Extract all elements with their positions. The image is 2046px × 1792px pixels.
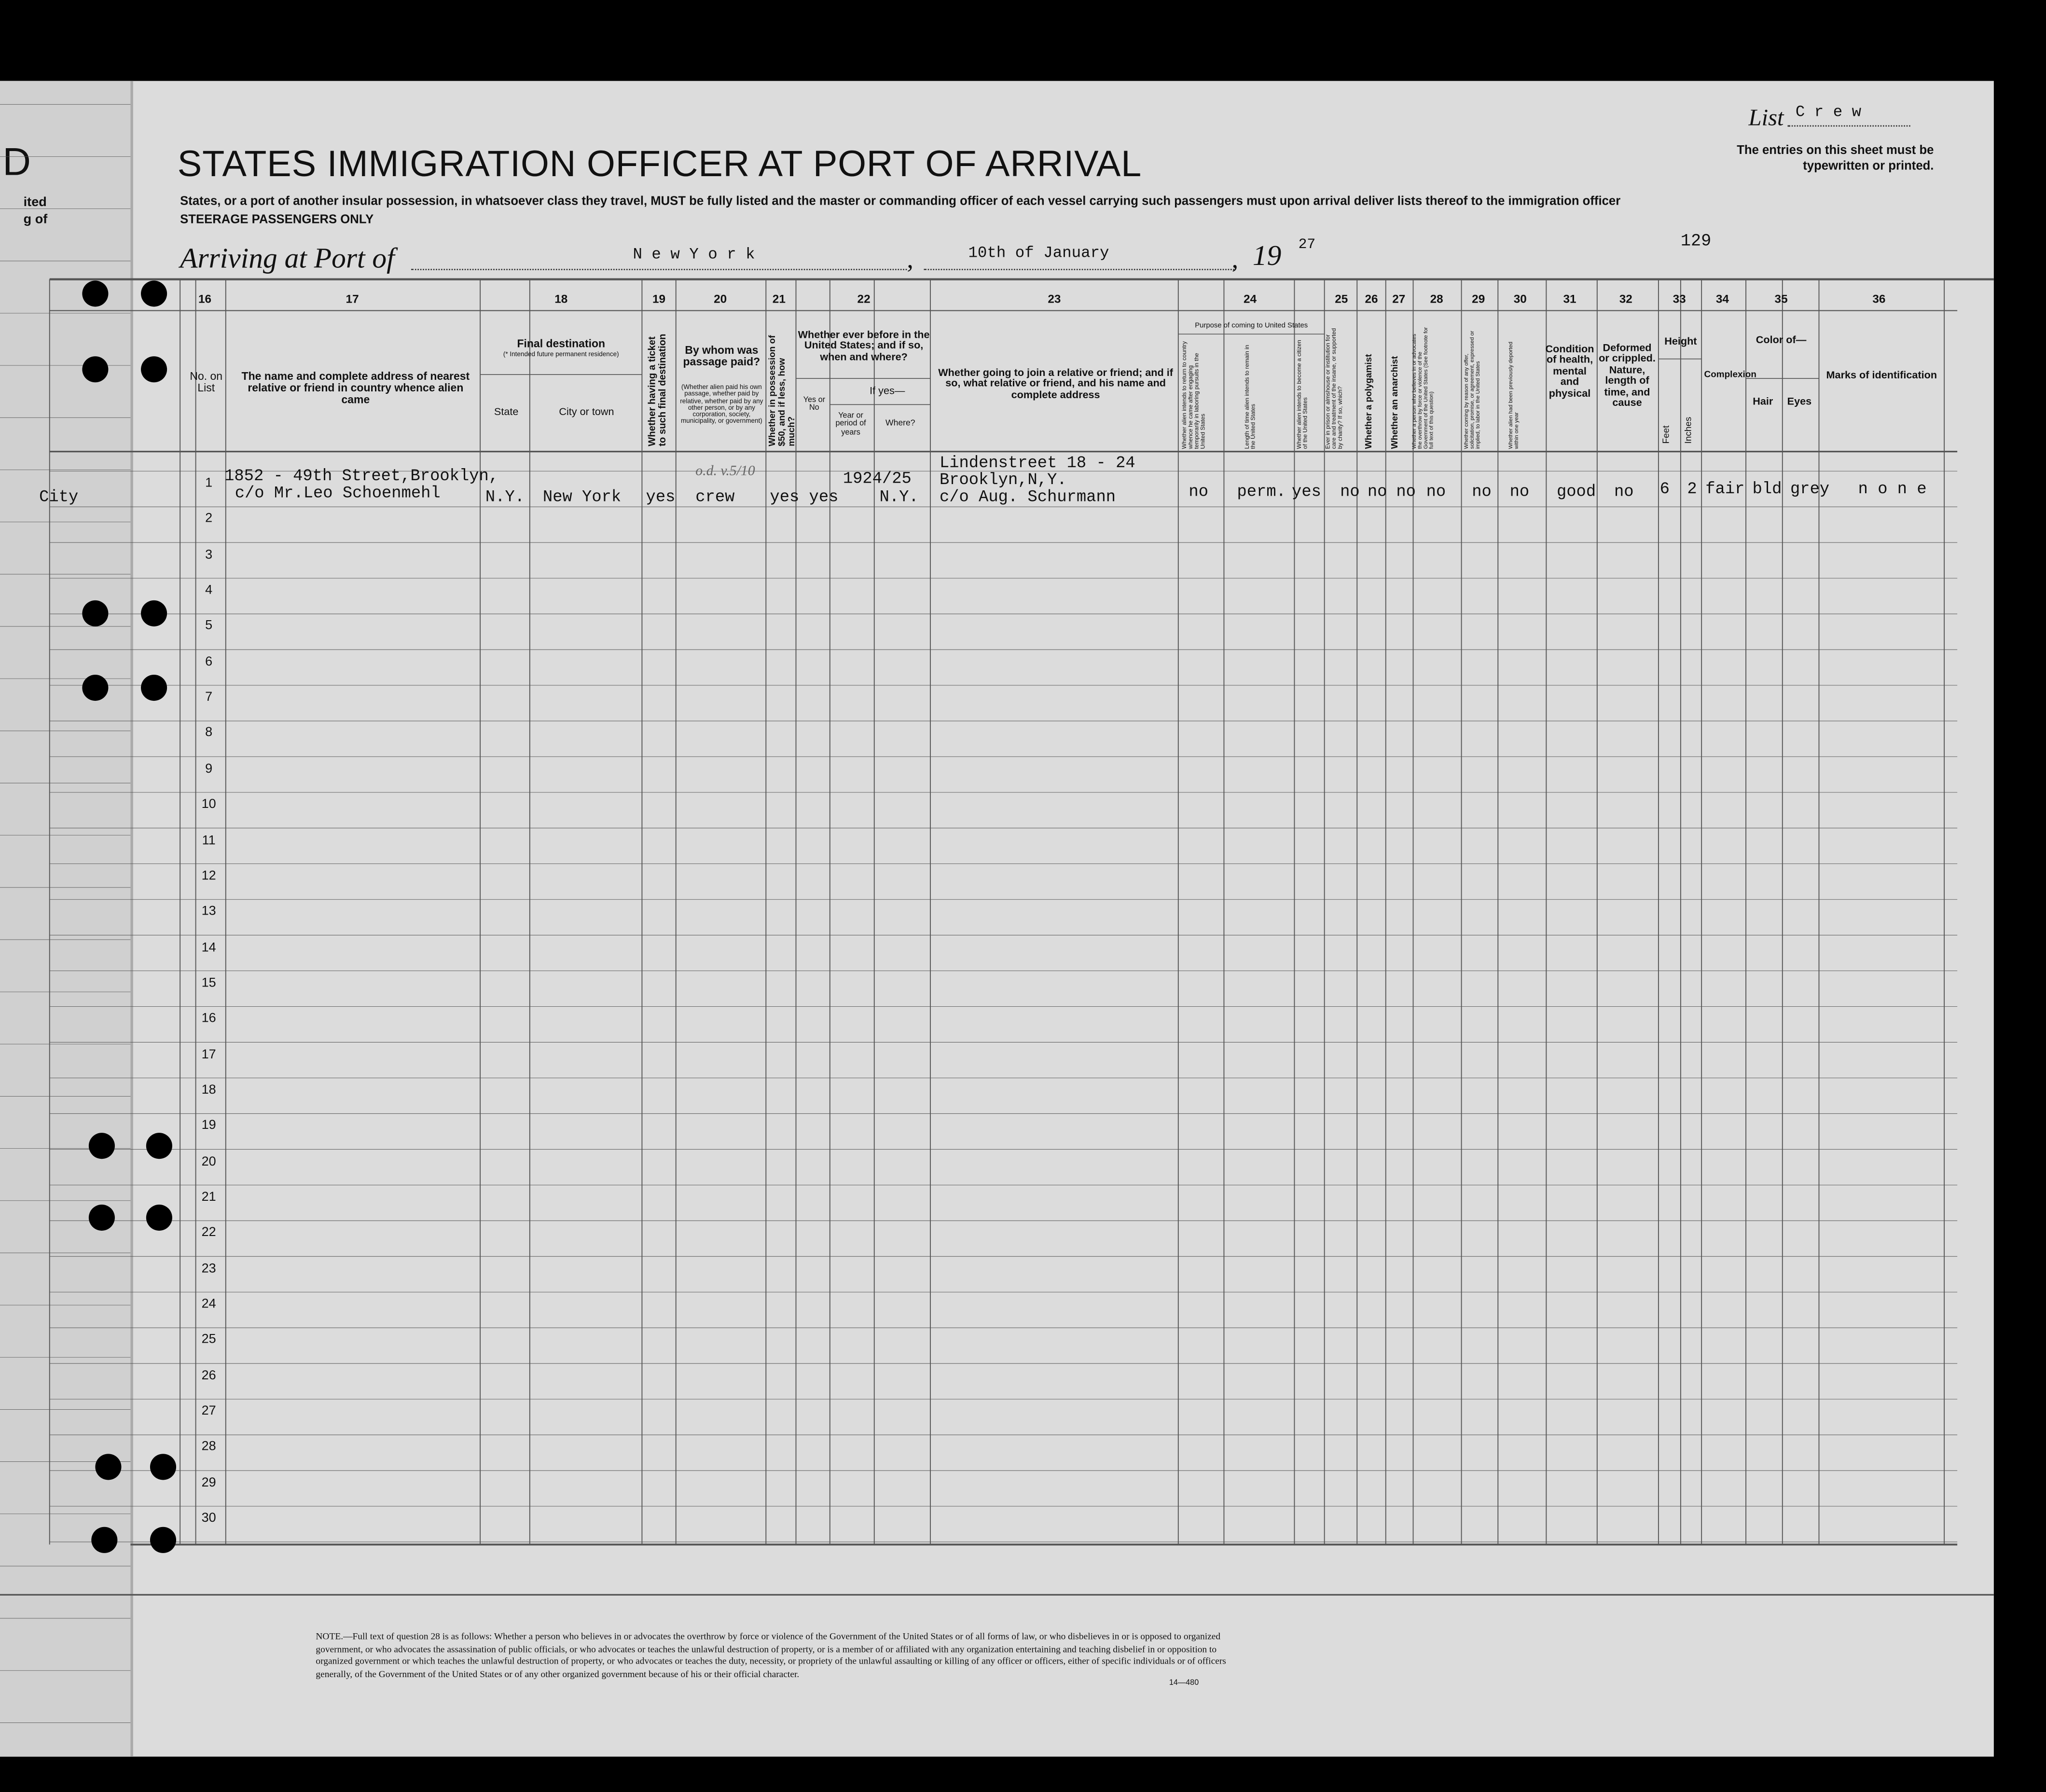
column-number: 21 xyxy=(772,292,786,306)
entry-return-temp: no xyxy=(1189,483,1209,501)
row-number: 29 xyxy=(201,1475,216,1490)
row-number: 12 xyxy=(201,869,216,884)
port-value: N e w Y o r k xyxy=(633,245,755,264)
row-number: 17 xyxy=(201,1047,216,1062)
header-c24a: Whether alien intends to return to country whence he came after engaging temporarily in laboring pursuits in the United States xyxy=(1181,341,1206,449)
entry-year: 1924/25 xyxy=(843,470,912,488)
row-number: 6 xyxy=(205,654,213,669)
header-c22-if-yes: If yes— xyxy=(870,385,905,397)
entry-prison: no xyxy=(1340,483,1360,501)
entry-hair: bld xyxy=(1752,480,1782,499)
entry-passage: crew xyxy=(695,488,735,507)
entry-polygamist: no xyxy=(1367,483,1387,501)
column-number: 36 xyxy=(1872,292,1886,306)
entry-anarchist: no xyxy=(1396,483,1416,501)
punch-hole xyxy=(82,675,108,701)
header-c28: Whether a person who believes in or advocates the overthrow by force or violence of the Government of the United States (See footnote for full text of this question) xyxy=(1410,327,1435,449)
header-c35-eyes: Eyes xyxy=(1787,395,1812,407)
entry-before-in-us: yes xyxy=(809,488,839,507)
header-c19: Whether having a ticket to such final destination xyxy=(646,333,668,446)
header-c22: Whether ever before in the United States; and if so, when and where? xyxy=(798,329,930,363)
row-number: 24 xyxy=(201,1297,216,1312)
punch-hole xyxy=(82,600,108,626)
header-c35: Color of— xyxy=(1756,334,1807,346)
column-number: 18 xyxy=(554,292,568,306)
row-number: 5 xyxy=(205,619,213,634)
punch-hole xyxy=(89,1133,115,1159)
column-number: 24 xyxy=(1243,292,1257,306)
footer-note: NOTE.—Full text of question 28 is as follows: Whether a person who believes in or advocates the overthrow by force or violence of the Government of the United States or of all forms of law, or who disbelieves in or is opposed to organized government, or who advocates the assassination of public officials, or who advocates or teaches the unlawful destruction of property, or is a member of or affiliated with any organization entertaining and teaching disbelief in or opposition to organized government or which teaches the unlawful destruction of property, or who advocates or teaches the duty, necessity, or propriety of the unlawful assaulting or killing of any officer or officers, either of specific individuals or of officers generally, of the Government of the United States or of any other organized government because of his or their official character. xyxy=(316,1631,1226,1680)
entry-health: good xyxy=(1556,483,1596,501)
entry-feet: 6 xyxy=(1659,480,1670,499)
row-number: 19 xyxy=(201,1119,216,1133)
header-c18-city: City or town xyxy=(559,405,614,418)
row-number: 4 xyxy=(205,583,213,598)
header-c24b: Length of time alien intends to remain in the United States xyxy=(1244,345,1257,449)
entry-overthrow: no xyxy=(1426,483,1446,501)
punch-hole xyxy=(95,1454,121,1480)
column-number: 33 xyxy=(1673,292,1686,306)
header-c18-note: (* Intended future permanent residence) xyxy=(503,351,619,359)
row-number: 3 xyxy=(205,547,213,562)
row-number: 15 xyxy=(201,976,216,991)
punch-hole xyxy=(91,1527,117,1553)
column-number: 32 xyxy=(1619,292,1632,306)
entry-join-line1: Lindenstreet 18 - 24 xyxy=(939,454,1135,472)
row-number: 25 xyxy=(201,1333,216,1347)
entry-deported: no xyxy=(1509,483,1530,501)
left-fragment-ited: ited xyxy=(23,195,47,210)
entry-complexion: fair xyxy=(1705,480,1745,499)
column-number: 34 xyxy=(1715,292,1729,306)
header-c35-hair: Hair xyxy=(1753,395,1773,407)
page-title: STATES IMMIGRATION OFFICER AT PORT OF ARRIVAL xyxy=(177,143,1142,184)
punch-hole xyxy=(146,1133,172,1159)
header-c26: Whether a polygamist xyxy=(1365,354,1374,449)
list-value: C r e w xyxy=(1795,103,1862,122)
punch-hole xyxy=(141,356,167,382)
header-c18-state: State xyxy=(494,405,519,418)
comma-2: , xyxy=(1231,245,1239,274)
row-number: 14 xyxy=(201,940,216,955)
column-number: 25 xyxy=(1335,292,1348,306)
entries-note: The entries on this sheet must be typewritten or printed. xyxy=(1737,143,1934,174)
header-c22-yes-no: Yes or No xyxy=(803,397,826,413)
header-c21: Whether in possession of $50, and if less, how much? xyxy=(768,335,797,446)
row-number: 9 xyxy=(205,762,213,777)
column-number: 16 xyxy=(198,292,212,306)
entry-eyes: grey xyxy=(1790,480,1830,499)
left-fragment-d: D xyxy=(2,141,31,184)
header-c22-year: Year or period of years xyxy=(835,412,866,437)
row-number: 8 xyxy=(205,726,213,741)
header-c30: Whether alien had been previously deported within one year xyxy=(1507,341,1520,449)
header-c29: Whether coming by reason of any offer, solicitation, promise, or agreement, expressed or implied, to labor in the United States xyxy=(1463,331,1481,449)
header-c34: Complexion xyxy=(1704,370,1756,380)
column-number: 27 xyxy=(1392,292,1406,306)
column-number: 22 xyxy=(857,292,871,306)
punch-hole xyxy=(82,280,108,306)
column-number: 35 xyxy=(1774,292,1788,306)
column-number: 29 xyxy=(1472,292,1485,306)
entry-possession-50: yes xyxy=(770,488,800,507)
row-number: 30 xyxy=(201,1511,216,1526)
row-number: 23 xyxy=(201,1262,216,1276)
punch-hole xyxy=(150,1527,176,1553)
entry-become-citizen: yes xyxy=(1292,483,1321,501)
row-number: 22 xyxy=(201,1226,216,1240)
entry-offer: no xyxy=(1472,483,1492,501)
year-prefix: 19 xyxy=(1252,238,1282,272)
list-label: List xyxy=(1748,104,1784,131)
column-number: 17 xyxy=(346,292,359,306)
sheet-number: 129 xyxy=(1680,231,1712,251)
row-number: 2 xyxy=(205,512,213,527)
punch-hole xyxy=(141,600,167,626)
entry-inches: 2 xyxy=(1687,480,1697,499)
date-value: 10th of January xyxy=(968,244,1109,263)
header-c23: Whether going to join a relative or friend; and if so, what relative or friend, and his name and complete address xyxy=(938,366,1173,401)
entry-address-line1: 1852 - 49th Street,Brooklyn, xyxy=(224,467,499,486)
instructions-line-1: States, or a port of another insular possession, in whatsoever class they travel, MUST be fully listed and the master or commanding officer of each vessel carrying such passengers must upon arrival deliver lists thereof to the immigration officer xyxy=(180,194,1621,209)
punch-hole xyxy=(141,280,167,306)
punch-hole xyxy=(141,675,167,701)
header-c33-feet: Feet xyxy=(1662,425,1672,444)
row-number: 28 xyxy=(201,1440,216,1455)
instructions-line-2: STEERAGE PASSENGERS ONLY xyxy=(180,212,374,227)
row-number: 11 xyxy=(202,833,216,848)
header-c33-inches: Inches xyxy=(1684,417,1694,444)
row-number: 16 xyxy=(201,1012,216,1027)
row-number: 21 xyxy=(201,1190,216,1205)
header-c25: Ever in prison or almshouse or institution for care and treatment of the insane, or supported by charity? If so, which? xyxy=(1324,328,1343,449)
entry-deformed: no xyxy=(1614,483,1634,501)
column-number: 19 xyxy=(652,292,666,306)
row-number: 10 xyxy=(201,797,216,812)
form-number: 14—480 xyxy=(1169,1680,1199,1688)
column-number: 30 xyxy=(1513,292,1527,306)
header-c31: Condition of health, mental and physical xyxy=(1545,343,1594,399)
arriving-label: Arriving at Port of xyxy=(180,241,395,274)
column-number: 26 xyxy=(1365,292,1378,306)
entry-length-stay: perm. xyxy=(1237,483,1286,501)
punch-hole xyxy=(82,356,108,382)
column-number: 23 xyxy=(1048,292,1061,306)
entry-marks: n o n e xyxy=(1858,480,1927,499)
row-number: 27 xyxy=(201,1404,216,1419)
entry-ticket: yes xyxy=(646,488,676,507)
entry-join-line2: Brooklyn,N,Y. xyxy=(939,471,1067,490)
entry-passage-annotation: o.d. v.5/10 xyxy=(695,463,755,479)
column-number: 28 xyxy=(1430,292,1443,306)
entry-where: N.Y. xyxy=(879,488,919,507)
year-suffix: 27 xyxy=(1298,237,1316,253)
entry-city: New York xyxy=(542,488,622,507)
header-c24c: Whether alien intends to become a citizen of the United States xyxy=(1296,340,1309,449)
row-number: 1 xyxy=(205,476,213,491)
row-number: 13 xyxy=(201,904,216,919)
header-c36: Marks of identification xyxy=(1826,369,1937,381)
entry-join-line3: c/o Aug. Schurmann xyxy=(939,488,1116,507)
row-number: 18 xyxy=(201,1083,216,1097)
punch-hole xyxy=(150,1454,176,1480)
punch-hole xyxy=(89,1205,115,1231)
header-c33: Height xyxy=(1664,335,1697,347)
header-c16: No. on List xyxy=(190,369,223,394)
header-c27: Whether an anarchist xyxy=(1391,356,1400,449)
comma: , xyxy=(907,245,913,274)
punch-hole xyxy=(146,1205,172,1231)
header-c20-note: (Whether alien paid his own passage, whether paid by relative, whether paid by any other person, or by any corporation, society, municipality, or government) xyxy=(680,384,763,426)
entry-state: N.Y. xyxy=(485,488,525,507)
entry-address-line2: c/o Mr.Leo Schoenmehl xyxy=(235,484,441,503)
header-c17: The name and complete address of nearest relative or friend in country whence alien came xyxy=(241,369,470,406)
left-margin-word: City xyxy=(39,488,79,507)
row-number: 7 xyxy=(205,690,213,705)
left-fragment-gof: g of xyxy=(23,212,48,227)
header-c32: Deformed or crippled. Nature, length of time, and cause xyxy=(1599,342,1656,409)
header-c22-where: Where? xyxy=(885,419,915,428)
header-c20: By whom was passage paid? xyxy=(683,343,760,368)
header-c18: Final destination xyxy=(517,336,606,350)
header-c24: Purpose of coming to United States xyxy=(1195,322,1308,331)
row-number: 20 xyxy=(201,1154,216,1169)
column-number: 31 xyxy=(1563,292,1576,306)
column-number: 20 xyxy=(714,292,727,306)
row-number: 26 xyxy=(201,1368,216,1383)
